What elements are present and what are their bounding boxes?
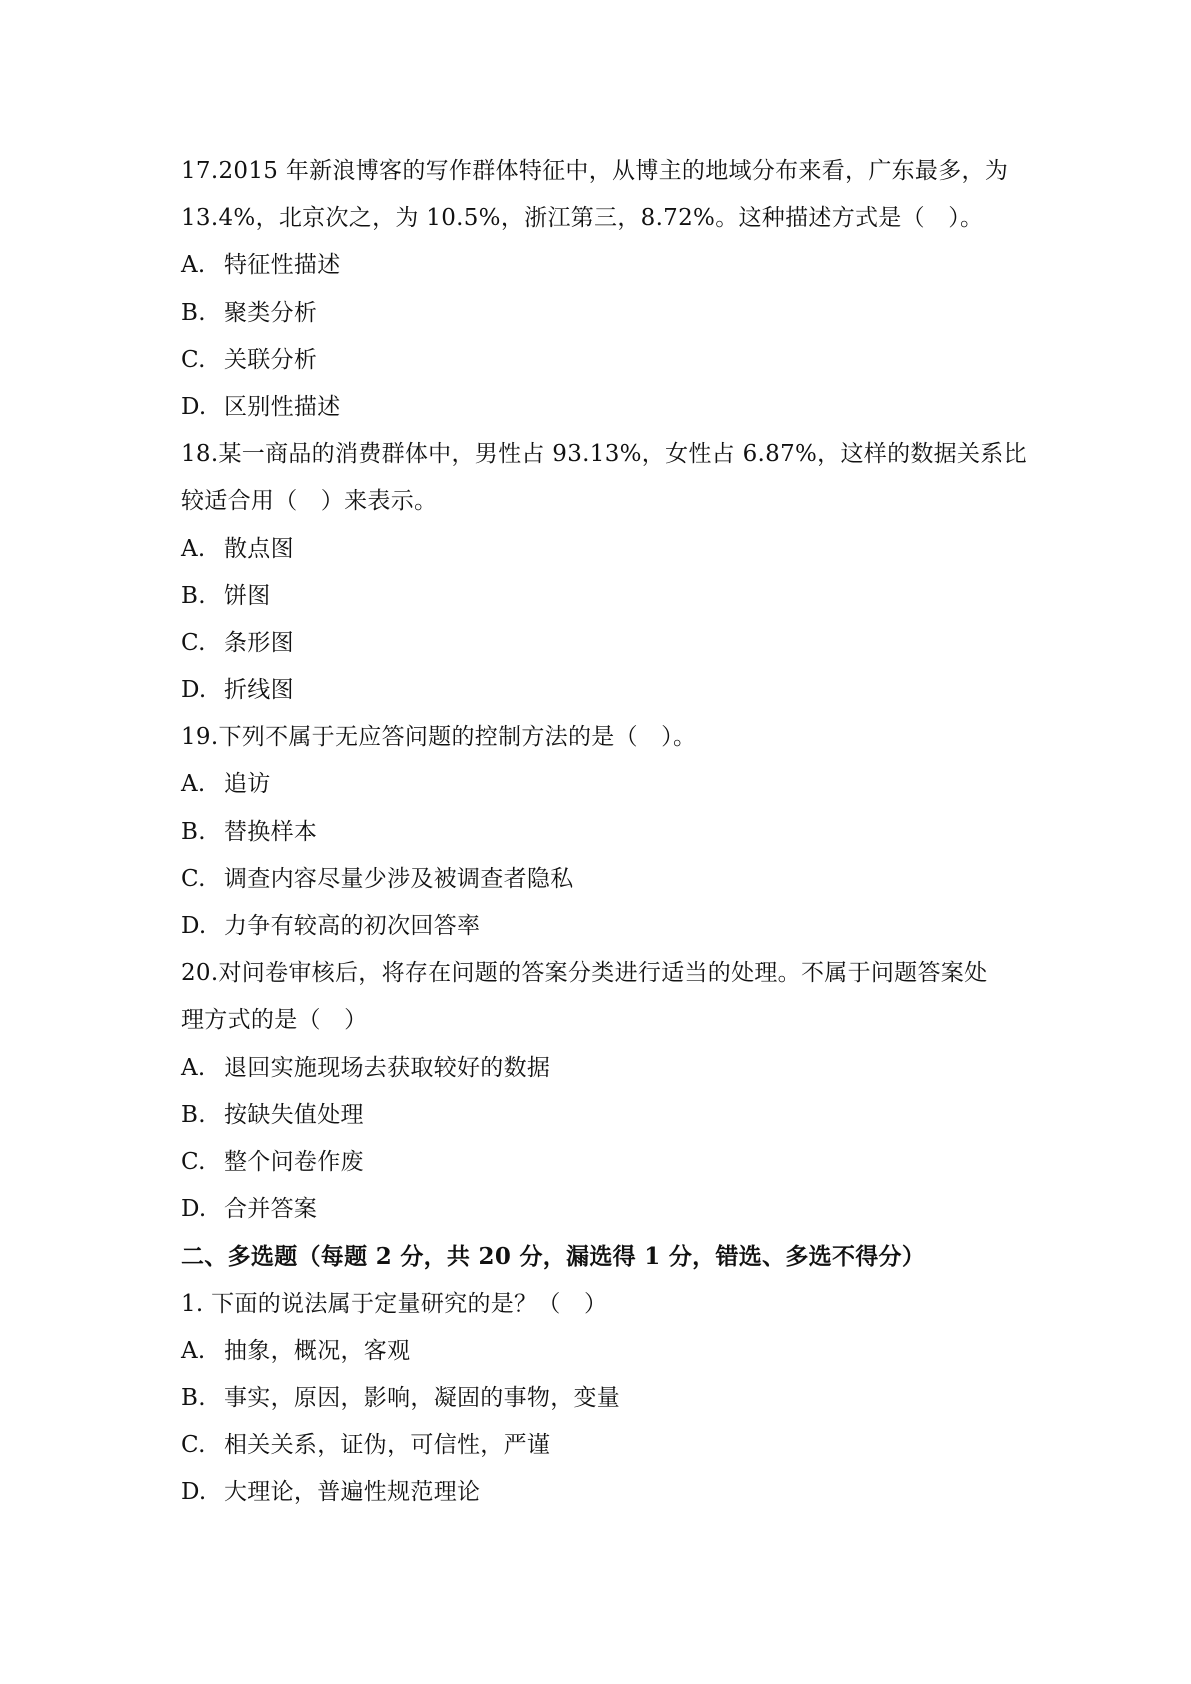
option-c: [181, 1422, 1021, 1469]
option-letter: A.: [181, 1054, 206, 1081]
option-b: [181, 809, 1021, 856]
option-letter: C.: [181, 346, 206, 373]
option-c: [181, 856, 1021, 903]
option-letter: A.: [181, 252, 206, 279]
option-letter: D.: [181, 1479, 207, 1506]
option-text: 事实，原因，影响，凝固的事物，变量: [224, 1384, 621, 1411]
exam-content: [181, 148, 1027, 1516]
option-letter: B.: [181, 299, 206, 326]
question-text-line: 20.对问卷审核后，将存在问题的答案分类进行适当的处理。不属于问题答案处: [181, 960, 988, 987]
option-d: [181, 1186, 1021, 1233]
option-text: 整个问卷作废: [224, 1148, 364, 1175]
option-d: [181, 1469, 1021, 1516]
question-text-line: 19.下列不属于无应答问题的控制方法的是（ ）。: [181, 724, 697, 751]
question-19: [181, 714, 1021, 950]
option-text: 散点图: [224, 535, 294, 562]
option-text: 饼图: [224, 582, 271, 609]
option-d: [181, 903, 1021, 950]
option-a: [181, 526, 1021, 573]
question-text-line: 18.某一商品的消费群体中，男性占 93.13%，女性占 6.87%，这样的数据关系比: [181, 441, 1027, 468]
option-text: 聚类分析: [224, 299, 318, 326]
option-text: 关联分析: [224, 346, 318, 373]
option-text: 退回实施现场去获取较好的数据: [224, 1054, 551, 1081]
option-letter: C.: [181, 1432, 206, 1459]
option-letter: C.: [181, 865, 206, 892]
option-letter: A.: [181, 1337, 206, 1364]
option-text: 按缺失值处理: [224, 1101, 364, 1128]
question-text-line: 17.2015 年新浪博客的写作群体特征中，从博主的地域分布来看，广东最多，为: [181, 158, 1009, 184]
option-letter: B.: [181, 1384, 206, 1411]
option-d: [181, 667, 1021, 714]
option-letter: D.: [181, 393, 207, 420]
option-letter: B.: [181, 582, 206, 609]
option-letter: A.: [181, 771, 206, 798]
question-18: [181, 431, 1027, 714]
option-text: 区别性描述: [224, 393, 341, 420]
question-text-line: 13.4%，北京次之，为 10.5%，浙江第三，8.72%。这种描述方式是（ ）。: [181, 205, 984, 232]
option-a: [181, 1045, 1021, 1092]
option-c: [181, 337, 1021, 384]
option-letter: D.: [181, 677, 207, 704]
option-text: 力争有较高的初次回答率: [224, 913, 481, 939]
option-letter: D.: [181, 913, 207, 939]
option-c: [181, 620, 1021, 667]
option-d: [181, 384, 1021, 431]
option-a: [181, 1328, 1021, 1375]
option-text: 合并答案: [224, 1196, 318, 1223]
option-text: 替换样本: [224, 818, 318, 845]
option-b: [181, 1092, 1021, 1139]
option-text: 大理论，普遍性规范理论: [224, 1479, 481, 1506]
option-text: 调查内容尽量少涉及被调查者隐私: [224, 865, 574, 892]
option-b: [181, 1375, 1021, 1422]
question-20: [181, 950, 1021, 1233]
option-a: [181, 242, 1021, 289]
question-text-line: 较适合用（ ）来表示。: [181, 488, 438, 515]
option-text: 特征性描述: [224, 252, 341, 279]
option-letter: B.: [181, 1101, 206, 1128]
option-text: 折线图: [224, 677, 294, 704]
question-17: [181, 148, 1021, 431]
multi-question-1: [181, 1281, 1021, 1517]
option-text: 追访: [224, 771, 271, 798]
option-b: [181, 573, 1021, 620]
option-letter: C.: [181, 1148, 206, 1175]
option-letter: A.: [181, 535, 206, 562]
question-text-line: 1. 下面的说法属于定量研究的是？（ ）: [181, 1290, 608, 1317]
option-c: [181, 1139, 1021, 1186]
option-text: 条形图: [224, 629, 294, 656]
option-text: 相关关系，证伪，可信性，严谨: [224, 1432, 551, 1459]
question-text-line: 理方式的是（ ）: [181, 1007, 368, 1034]
option-b: [181, 290, 1021, 337]
option-letter: D.: [181, 1196, 207, 1223]
option-text: 抽象，概况，客观: [224, 1337, 411, 1364]
option-letter: B.: [181, 818, 206, 845]
section-heading: 二、多选题（每题 2 分，共 20 分，漏选得 1 分，错选、多选不得分）: [181, 1243, 926, 1271]
option-letter: C.: [181, 629, 206, 656]
option-a: [181, 761, 1021, 808]
